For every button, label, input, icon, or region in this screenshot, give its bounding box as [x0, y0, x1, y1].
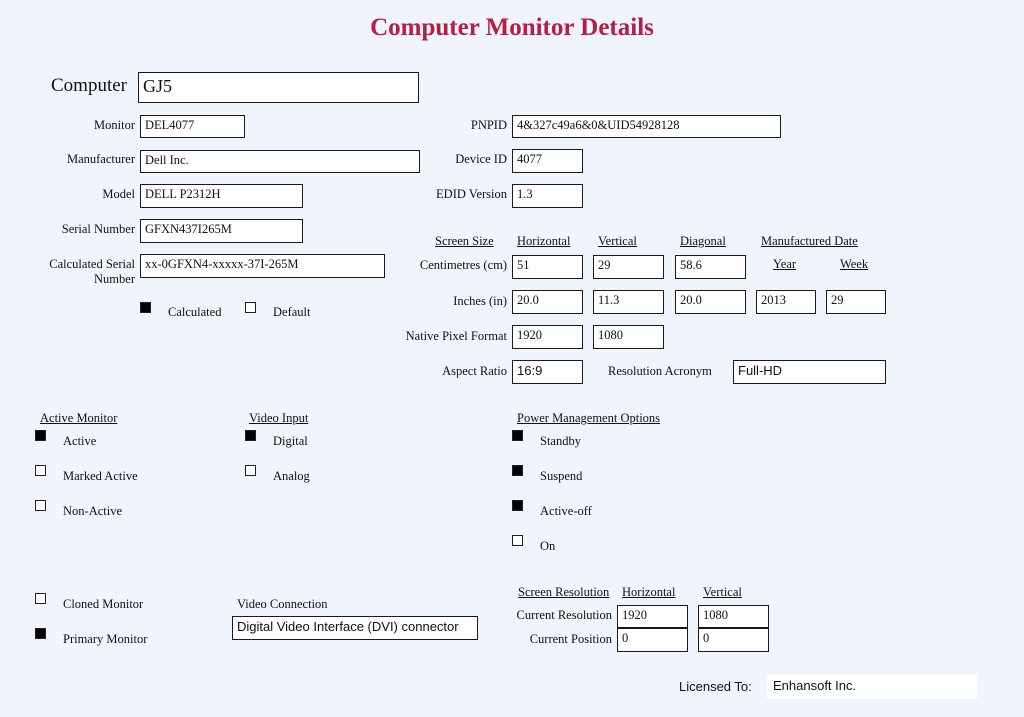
manufacturer-label: Manufacturer	[66, 152, 135, 166]
model-field[interactable]: DELL P2312H	[140, 184, 303, 208]
active-off-checkbox[interactable]	[512, 500, 523, 511]
current-resolution-horizontal-field[interactable]: 1920	[617, 605, 688, 628]
current-position-label: Current Position	[529, 632, 612, 646]
centimetres-label: Centimetres (cm)	[419, 258, 507, 272]
native-pixel-format-label: Native Pixel Format	[405, 329, 507, 343]
manufactured-date-header: Manufactured Date	[761, 234, 858, 248]
active-monitor-heading: Active Monitor	[40, 411, 118, 425]
screen-size-header: Screen Size	[435, 234, 494, 248]
current-resolution-label: Current Resolution	[516, 608, 612, 622]
computer-label: Computer	[51, 75, 127, 96]
resolution-acronym-label: Resolution Acronym	[608, 364, 712, 378]
active-checkbox-label: Active	[63, 434, 97, 448]
suspend-checkbox[interactable]	[512, 465, 523, 476]
licensed-to-value: Enhansoft Inc.	[767, 675, 977, 699]
in-vertical-field[interactable]: 11.3	[593, 290, 664, 314]
video-connection-label: Video Connection	[237, 597, 328, 611]
serial-number-field[interactable]: GFXN437I265M	[140, 219, 303, 243]
manufacturer-field[interactable]: Dell Inc.	[140, 150, 420, 173]
edid-version-label: EDID Version	[436, 187, 507, 201]
device-id-label: Device ID	[455, 152, 507, 166]
standby-checkbox[interactable]	[512, 430, 523, 441]
current-resolution-vertical-field[interactable]: 1080	[698, 605, 769, 628]
licensed-to-label: Licensed To:	[679, 679, 752, 694]
non-active-checkbox[interactable]	[35, 500, 46, 511]
resolution-acronym-field[interactable]: Full-HD	[733, 360, 886, 384]
cm-diagonal-field[interactable]: 58.6	[675, 255, 746, 279]
resolution-vertical-header: Vertical	[703, 585, 742, 599]
computer-field[interactable]: GJ5	[138, 72, 419, 103]
digital-checkbox[interactable]	[245, 430, 256, 441]
year-header: Year	[773, 257, 797, 271]
serial-number-label: Serial Number	[61, 222, 135, 236]
analog-checkbox-label: Analog	[273, 469, 310, 483]
active-off-checkbox-label: Active-off	[540, 504, 592, 518]
resolution-horizontal-header: Horizontal	[622, 585, 676, 599]
cm-horizontal-field[interactable]: 51	[512, 255, 583, 279]
cloned-monitor-label: Cloned Monitor	[63, 597, 144, 611]
aspect-ratio-label: Aspect Ratio	[442, 364, 507, 378]
analog-checkbox[interactable]	[245, 465, 256, 476]
cloned-monitor-checkbox[interactable]	[35, 593, 46, 604]
in-horizontal-field[interactable]: 20.0	[512, 290, 583, 314]
pnpid-label: PNPID	[470, 118, 507, 132]
primary-monitor-label: Primary Monitor	[63, 632, 148, 646]
pnpid-field[interactable]: 4&327c49a6&0&UID54928128	[512, 115, 781, 138]
video-input-heading: Video Input	[249, 411, 309, 425]
primary-monitor-checkbox[interactable]	[35, 628, 46, 639]
week-field[interactable]: 29	[826, 290, 886, 314]
cm-vertical-field[interactable]: 29	[593, 255, 664, 279]
year-field[interactable]: 2013	[756, 290, 816, 314]
device-id-field[interactable]: 4077	[512, 149, 583, 173]
page-title: Computer Monitor Details	[370, 14, 654, 41]
calculated-checkbox[interactable]	[140, 302, 151, 313]
horizontal-header: Horizontal	[517, 234, 571, 248]
digital-checkbox-label: Digital	[273, 434, 308, 448]
on-checkbox[interactable]	[512, 535, 523, 546]
non-active-checkbox-label: Non-Active	[63, 504, 123, 518]
week-header: Week	[840, 257, 869, 271]
current-position-vertical-field[interactable]: 0	[698, 628, 769, 652]
vertical-header: Vertical	[598, 234, 637, 248]
inches-label: Inches (in)	[453, 294, 507, 308]
edid-version-field[interactable]: 1.3	[512, 184, 583, 208]
native-vertical-field[interactable]: 1080	[593, 325, 664, 349]
aspect-ratio-field[interactable]: 16:9	[512, 360, 583, 384]
in-diagonal-field[interactable]: 20.0	[675, 290, 746, 314]
power-management-heading: Power Management Options	[517, 411, 661, 425]
calculated-checkbox-label: Calculated	[168, 305, 222, 319]
suspend-checkbox-label: Suspend	[540, 469, 583, 483]
on-checkbox-label: On	[540, 539, 556, 553]
model-label: Model	[102, 187, 135, 201]
calculated-serial-field[interactable]: xx-0GFXN4-xxxxx-37I-265M	[140, 254, 385, 278]
standby-checkbox-label: Standby	[540, 434, 581, 448]
default-checkbox[interactable]	[245, 302, 256, 313]
active-checkbox[interactable]	[35, 430, 46, 441]
current-position-horizontal-field[interactable]: 0	[617, 628, 688, 652]
monitor-field[interactable]: DEL4077	[140, 115, 245, 138]
calculated-serial-label-line1: Calculated Serial	[49, 257, 135, 271]
screen-resolution-header: Screen Resolution	[518, 585, 610, 599]
diagonal-header: Diagonal	[680, 234, 726, 248]
marked-active-checkbox[interactable]	[35, 465, 46, 476]
monitor-label: Monitor	[94, 118, 135, 132]
marked-active-checkbox-label: Marked Active	[63, 469, 138, 483]
default-checkbox-label: Default	[273, 305, 311, 319]
calculated-serial-label-line2: Number	[94, 272, 135, 286]
native-horizontal-field[interactable]: 1920	[512, 325, 583, 349]
video-connection-field[interactable]: Digital Video Interface (DVI) connector	[232, 616, 478, 640]
